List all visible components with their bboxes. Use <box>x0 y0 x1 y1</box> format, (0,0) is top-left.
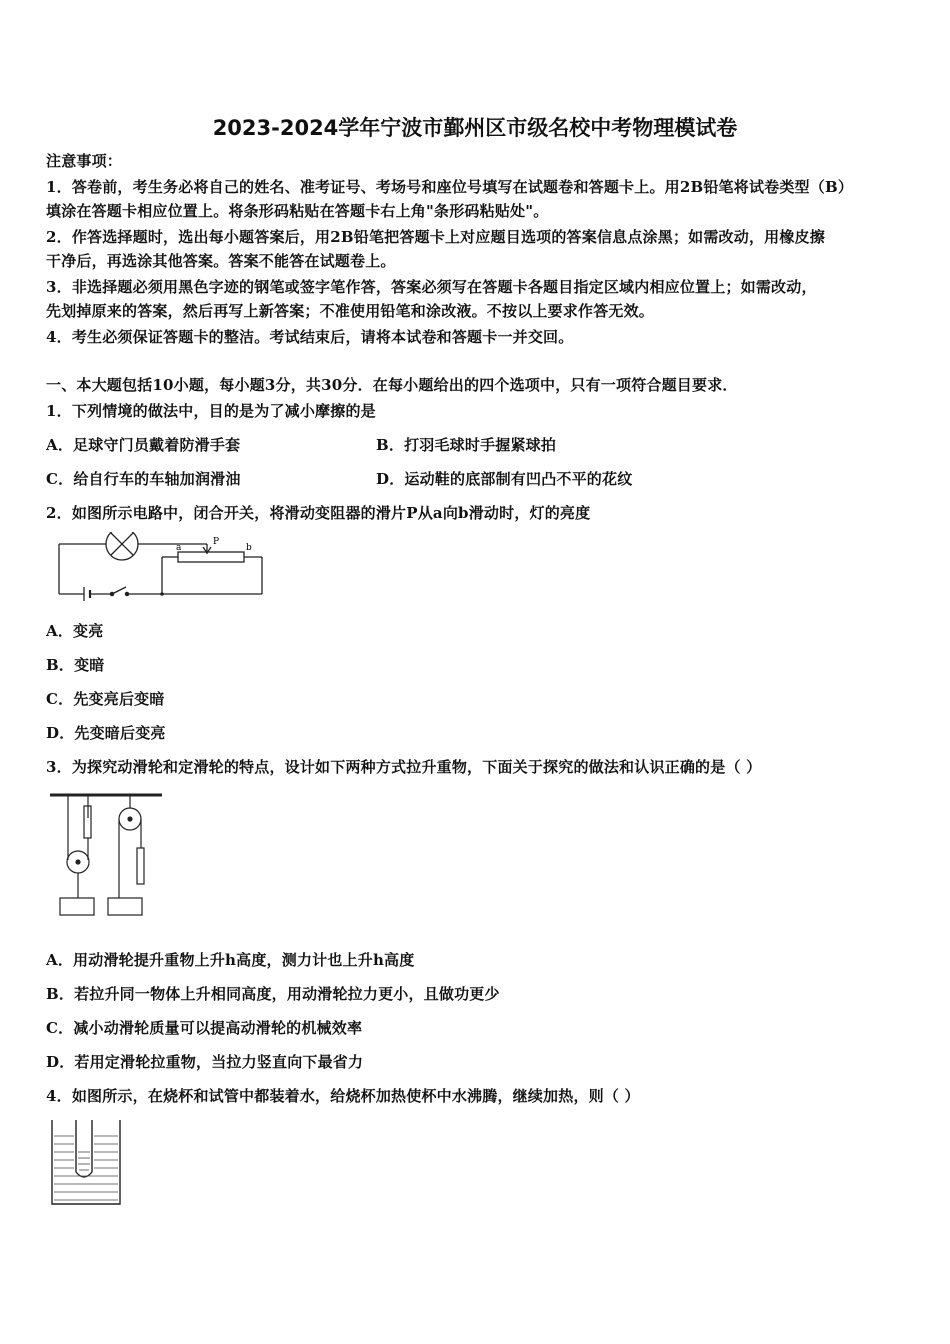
q1-option-d: D．运动鞋的底部制有凹凸不平的花纹 <box>376 470 633 488</box>
label-b: b <box>246 543 252 553</box>
q3-stem: 3．为探究动滑轮和定滑轮的特点，设计如下两种方式拉升重物，下面关于探究的做法和认识正确的是（ ） <box>46 758 762 776</box>
q2-stem: 2．如图所示电路中，闭合开关，将滑动变阻器的滑片P从a向b滑动时，灯的亮度 <box>46 504 591 522</box>
test-tube <box>76 1120 92 1177</box>
q3-option-d: D．若用定滑轮拉重物，当拉力竖直向下最省力 <box>46 1053 364 1071</box>
tube-water <box>78 1152 90 1170</box>
section-1-header: 一、本大题包括10小题，每小题3分，共30分．在每小题给出的四个选项中，只有一项符合题目要求． <box>46 376 738 394</box>
q4-stem: 4．如图所示，在烧杯和试管中都装着水，给烧杯加热使杯中水沸腾，继续加热，则（ ） <box>46 1087 640 1105</box>
notice-item-3-cont: 先划掉原来的答案，然后再写上新答案；不准使用铅笔和涂改液。不按以上要求作答无效。 <box>46 302 655 320</box>
spring-scale <box>137 848 144 884</box>
q2-option-b: B．变暗 <box>46 656 105 674</box>
q3-option-c: C．减小动滑轮质量可以提高动滑轮的机械效率 <box>46 1019 363 1037</box>
q2-option-a: A．变亮 <box>46 622 104 640</box>
q1-option-a: A．足球守门员戴着防滑手套 <box>46 436 241 454</box>
rheostat-body <box>178 552 244 562</box>
pulley-axle <box>76 860 80 864</box>
notice-heading: 注意事项： <box>46 152 123 170</box>
notice-item-3: 3．非选择题必须用黑色字迹的钢笔或签字笔作答，答案必须写在答题卡各题目指定区域内相应位置上；如需改动， <box>46 278 817 296</box>
q3-option-b: B．若拉升同一物体上升相同高度，用动滑轮拉力更小，且做功更少 <box>46 985 500 1003</box>
weight-left <box>60 898 94 915</box>
label-p: P <box>213 537 220 547</box>
q2-circuit-figure <box>50 532 270 606</box>
pulley-axle <box>128 817 132 821</box>
q2-option-d: D．先变暗后变亮 <box>46 724 166 742</box>
q3-pulley-figure <box>46 788 166 920</box>
switch-contact <box>125 592 128 595</box>
label-a: a <box>176 543 182 553</box>
lamp <box>106 532 138 560</box>
notice-item-2-cont: 干净后，再选涂其他答案。答案不能答在试题卷上。 <box>46 252 396 270</box>
q1-option-b: B．打羽毛球时手握紧球拍 <box>376 436 557 454</box>
notice-item-4: 4．考生必须保证答题卡的整洁。考试结束后，请将本试卷和答题卡一并交回。 <box>46 328 574 346</box>
weight-right <box>108 898 142 915</box>
q3-option-a: A．用动滑轮提升重物上升h高度，测力计也上升h高度 <box>46 951 415 969</box>
q1-option-c: C．给自行车的车轴加润滑油 <box>46 470 241 488</box>
notice-item-1-cont: 填涂在答题卡相应位置上。将条形码粘贴在答题卡右上角"条形码粘贴处"。 <box>46 202 549 220</box>
switch-lever <box>112 587 126 594</box>
q2-option-c: C．先变亮后变暗 <box>46 690 165 708</box>
notice-item-2: 2．作答选择题时，选出每小题答案后，用2B铅笔把答题卡上对应题目选项的答案信息点涂黑；如需改动，用橡皮擦 <box>46 228 825 246</box>
beaker <box>52 1120 120 1204</box>
notice-item-1: 1．答卷前，考生务必将自己的姓名、准考证号、考场号和座位号填写在试题卷和答题卡上。用2B铅笔将试卷类型（B） <box>46 178 854 196</box>
q1-stem: 1．下列情境的做法中，目的是为了减小摩擦的是 <box>46 402 376 420</box>
q4-beaker-figure <box>48 1118 128 1210</box>
page-title: 2023-2024学年宁波市鄞州区市级名校中考物理模试卷 <box>212 116 738 140</box>
junction-dot <box>160 592 164 596</box>
beaker-water <box>54 1136 118 1200</box>
